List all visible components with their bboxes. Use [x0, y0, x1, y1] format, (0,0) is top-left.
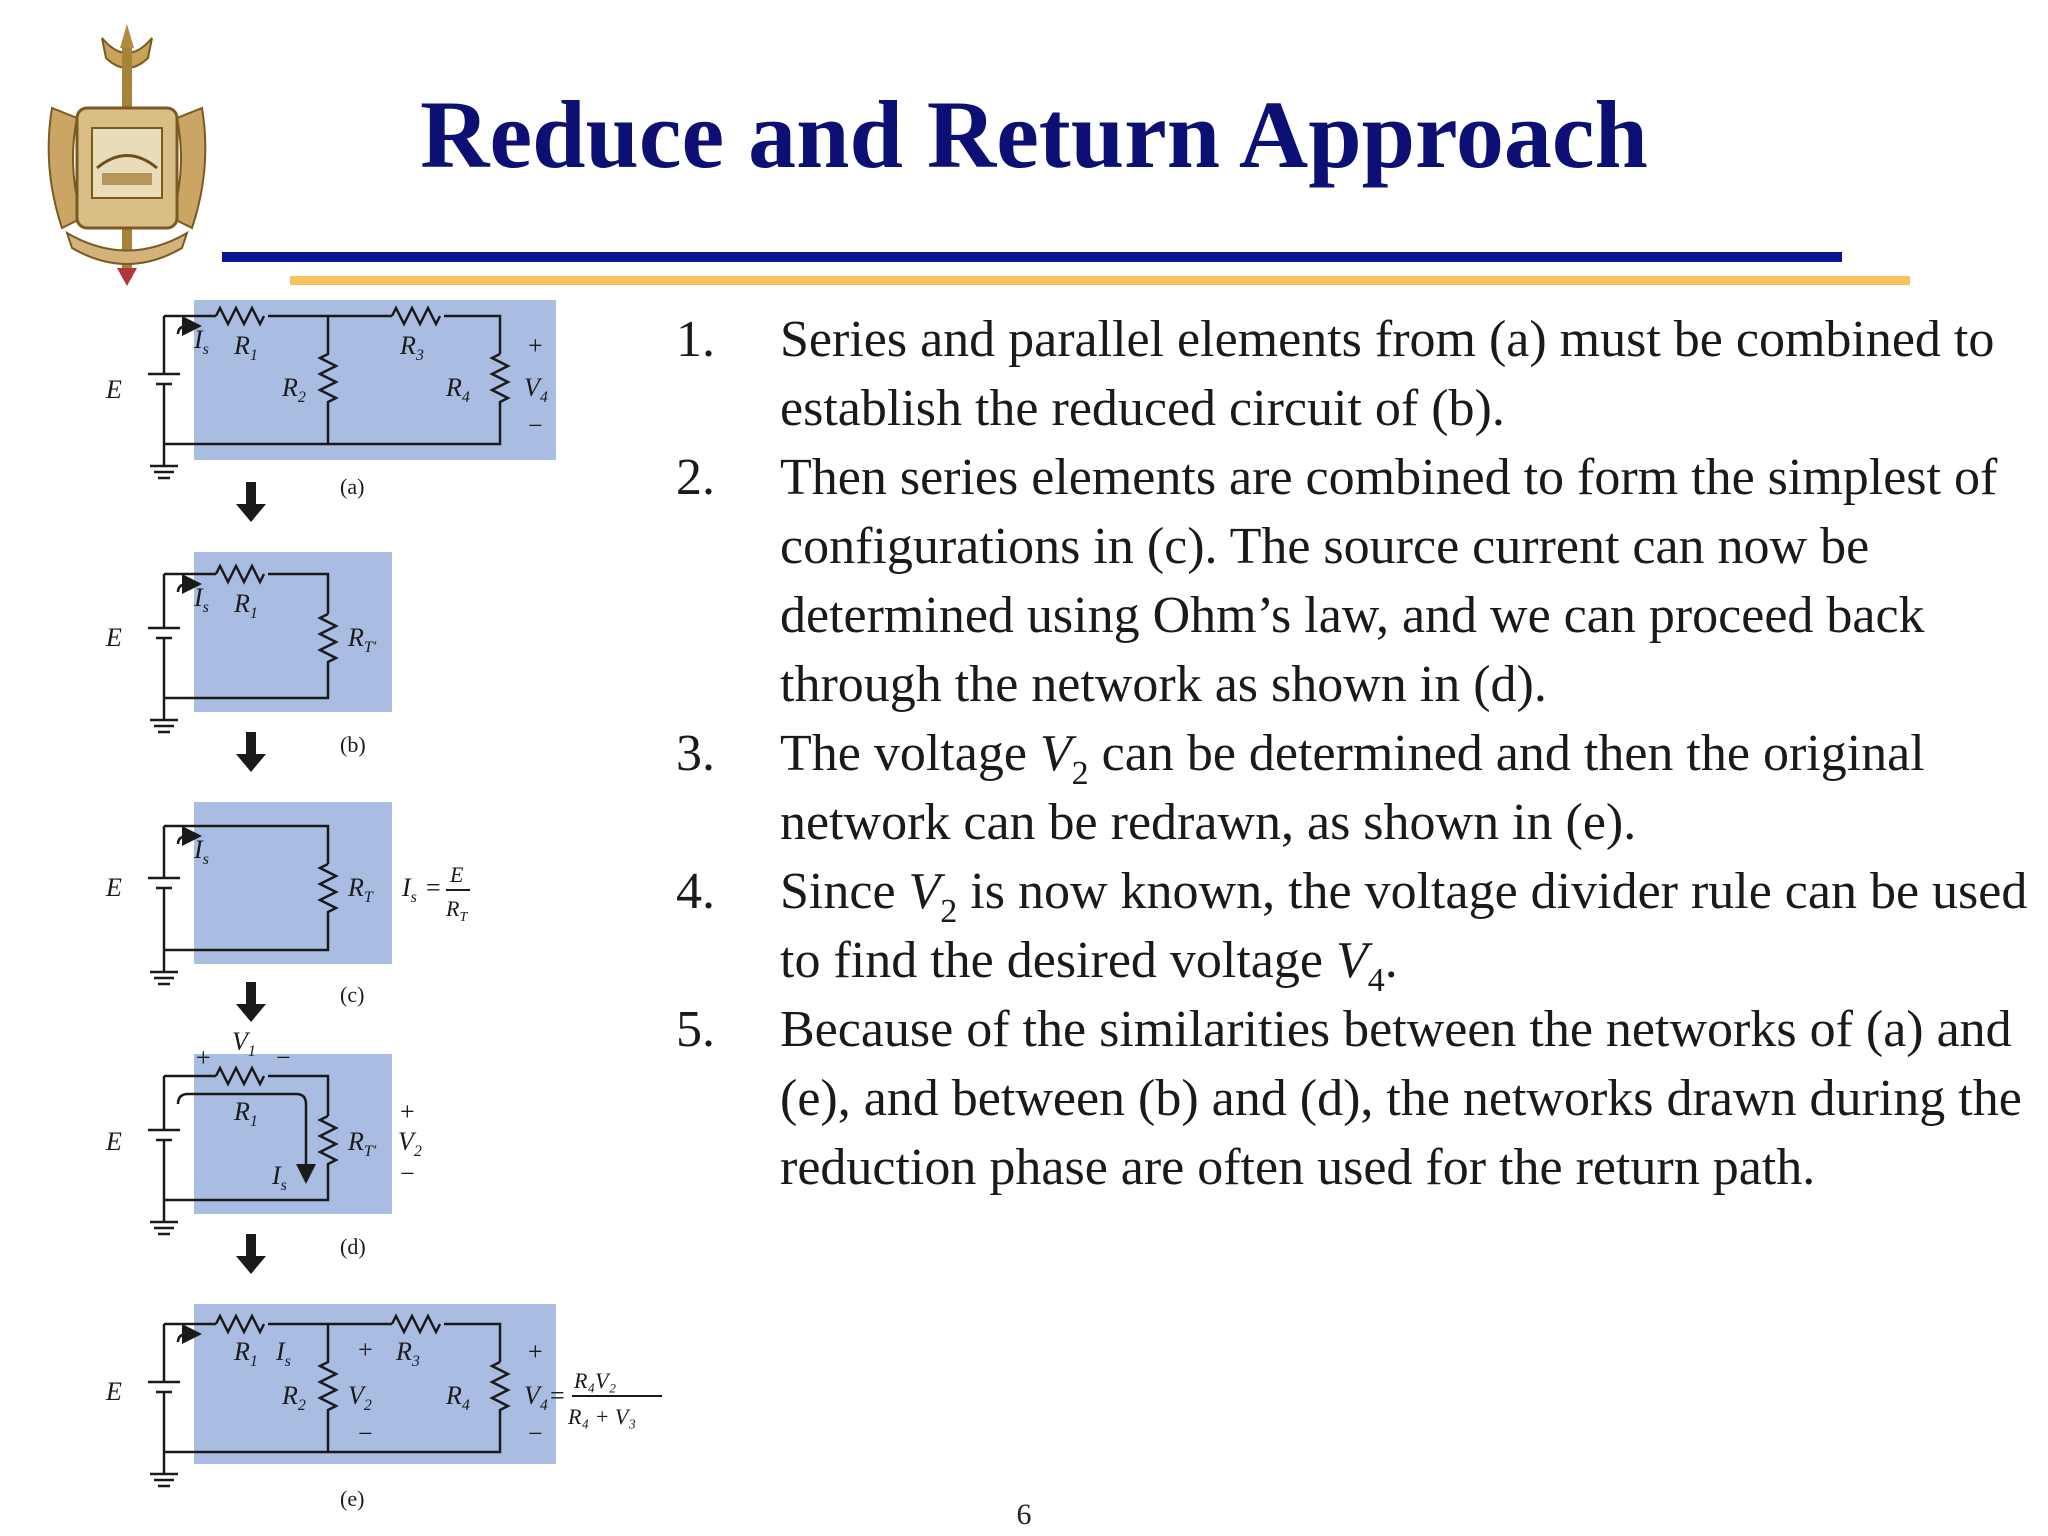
- label-R3: $R_3$: [400, 331, 424, 364]
- label-V2: $V_2$: [398, 1127, 422, 1160]
- label-Is: $I_s$: [194, 325, 209, 358]
- down-arrow-icon: [236, 732, 266, 772]
- step-number: 1.: [676, 311, 715, 368]
- step-1: [676, 305, 2036, 443]
- label-V4: $V_4$: [524, 373, 548, 406]
- step-number: 5.: [676, 1001, 715, 1058]
- step-4: [676, 857, 2036, 999]
- label-E: E: [106, 375, 122, 404]
- step-2: [676, 443, 2036, 719]
- voltage-subscript: 2: [940, 893, 958, 930]
- step-number: 2.: [676, 449, 715, 506]
- label-R4: $R_4$: [446, 373, 470, 406]
- down-arrow-icon: [236, 482, 266, 522]
- label-minus: −: [528, 411, 543, 440]
- caption-d: (d): [340, 1234, 366, 1259]
- label-E: E: [106, 1377, 122, 1406]
- circuit-a: [148, 300, 556, 478]
- label-RT-prime: $R_{T'}$: [348, 623, 377, 656]
- label-E: E: [106, 1127, 122, 1156]
- down-arrow-icon: [236, 1234, 266, 1274]
- caption-c: (c): [340, 982, 365, 1007]
- voltage-subscript: 4: [1367, 962, 1385, 999]
- divider-denominator: R₄ + V₃: [568, 1404, 637, 1429]
- step-text: The voltage: [780, 725, 1040, 782]
- label-equals: =: [426, 873, 441, 902]
- voltage-symbol: V: [1039, 725, 1072, 782]
- step-text: Series and parallel elements from (a) must be combined to establish the reduced circuit of (b).: [780, 311, 1995, 437]
- label-plus: +: [358, 1335, 373, 1364]
- voltage-subscript: 2: [1071, 755, 1089, 792]
- label-R4: $R_4$: [446, 1381, 470, 1414]
- ohm-numerator: E: [450, 862, 464, 887]
- label-Is: $I_s$: [276, 1337, 291, 1370]
- step-text: Because of the similarities between the networks of (a) and (e), and between (b) and (d), the networks drawn during the reduction phase are often used for the return path.: [780, 1001, 2022, 1196]
- label-R3: $R_3$: [396, 1337, 420, 1370]
- step-5: [676, 995, 2036, 1202]
- label-ohm-Is: $I_s$: [402, 873, 417, 906]
- label-plus: +: [528, 331, 543, 360]
- caption-a: (a): [340, 474, 365, 499]
- step-text: can be determined and then the original network can be redrawn, as shown in (e).: [780, 725, 1925, 851]
- title-underline-gold: [290, 276, 1910, 285]
- divider-numerator: R₄V₂: [574, 1368, 617, 1393]
- label-plus: +: [400, 1097, 415, 1126]
- steps-list: [676, 305, 2036, 1202]
- step-text: is now known, the voltage divider rule can be used to find the desired voltage: [780, 863, 2028, 989]
- label-V4: $V_4$: [524, 1381, 548, 1414]
- label-Is: $I_s$: [194, 583, 209, 616]
- label-Is: $I_s$: [194, 835, 209, 868]
- step-number: 4.: [676, 863, 715, 920]
- label-R1: $R_1$: [234, 1337, 258, 1370]
- label-Is: $I_s$: [272, 1161, 287, 1194]
- label-R2: $R_2$: [282, 373, 306, 406]
- label-V1: $V_1$: [232, 1027, 256, 1060]
- circuit-diagram-figure: [96, 294, 736, 1524]
- label-V2: $V_2$: [348, 1381, 372, 1414]
- label-plus: +: [528, 1337, 543, 1366]
- label-RT-prime: $R_{T'}$: [348, 1127, 377, 1160]
- step-text: .: [1384, 932, 1398, 989]
- label-R1: $R_1$: [234, 1097, 258, 1130]
- step-3: [676, 719, 2036, 857]
- label-R1: $R_1$: [234, 331, 258, 364]
- label-plus: +: [196, 1043, 211, 1072]
- voltage-symbol: V: [1335, 932, 1368, 989]
- ohm-denominator: $R_T$: [446, 896, 468, 925]
- label-E: E: [106, 873, 122, 902]
- step-number: 3.: [676, 725, 715, 782]
- voltage-symbol: V: [908, 863, 941, 920]
- page-number: 6: [1016, 1498, 1032, 1531]
- caption-e: (e): [340, 1486, 365, 1511]
- label-R1: $R_1$: [234, 589, 258, 622]
- step-text: Since: [780, 863, 909, 920]
- label-equals: =: [550, 1381, 565, 1410]
- label-minus: −: [400, 1159, 415, 1188]
- down-arrow-icon: [236, 982, 266, 1022]
- label-RT: $R_T$: [348, 873, 373, 906]
- caption-b: (b): [340, 732, 366, 757]
- label-minus: −: [276, 1043, 291, 1072]
- slide-title: Reduce and Return Approach: [420, 81, 1648, 188]
- label-minus: −: [528, 1419, 543, 1448]
- label-E: E: [106, 623, 122, 652]
- step-text: Then series elements are combined to form the simplest of configurations in (c). The source current can now be determined using Ohm’s law, and we can proceed back through the network as shown in (d).: [780, 449, 1998, 713]
- label-R2: $R_2$: [282, 1381, 306, 1414]
- label-minus: −: [358, 1419, 373, 1448]
- title-underline-blue: [222, 252, 1842, 262]
